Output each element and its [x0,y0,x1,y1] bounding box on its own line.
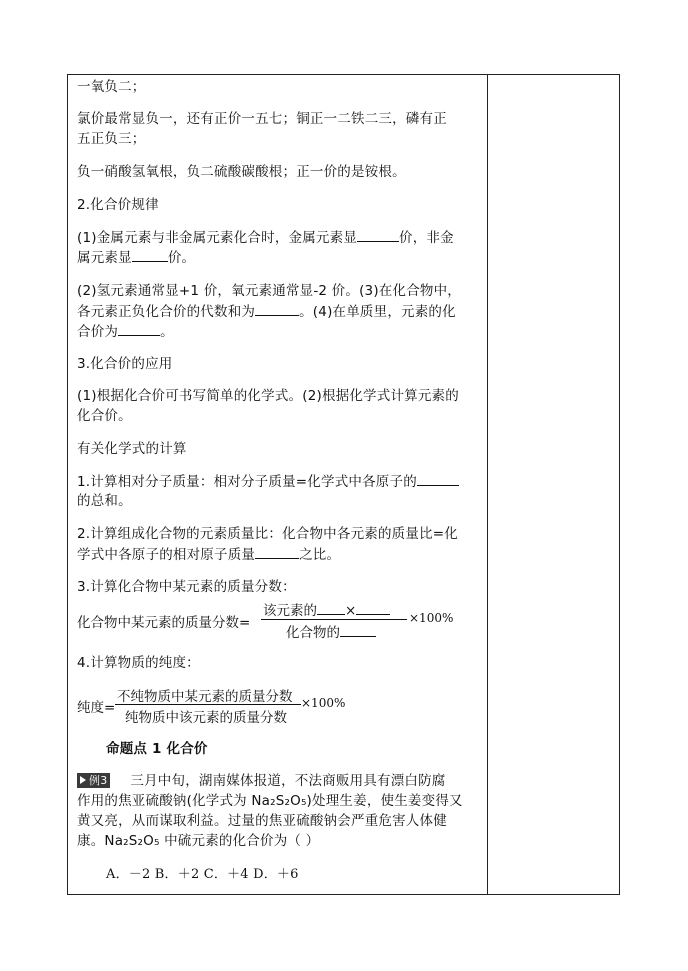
text-line [77,471,459,492]
fill-in-blank [255,301,299,316]
text-line [77,321,174,342]
fill-in-blank [317,602,345,615]
formula-numerator: 不纯物质中某元素的质量分数 [117,689,293,705]
text-line [77,227,454,248]
example-line: 作用的焦亚硫酸钠(化学式为 Na₂S₂O₅)处理生姜，使生姜变得又 [77,793,463,809]
text-line: 化合价。 [77,408,132,424]
fraction-bar [261,619,407,620]
play-triangle-icon [80,776,86,784]
text-line: 4.计算物质的纯度： [77,655,200,671]
text-fragment: 合价为 [77,324,119,340]
fill-in-blank [118,321,160,336]
text-fragment: 之比。 [299,547,341,563]
text-line: 的总和。 [77,493,132,509]
example-line [77,771,446,791]
formula-lhs: 纯度= [77,700,116,716]
text-fragment: 价。 [167,250,196,266]
text-fragment: 各元素正负化合价的代数和为 [77,304,256,320]
example-badge [77,773,110,788]
column-divider [487,75,488,894]
example-text: 三月中旬，湖南媒体报道，不法商贩用具有漂白防腐 [130,773,446,789]
text-fragment: 。 [160,324,174,340]
example-line: 康。Na₂S₂O₅ 中硫元素的化合价为（ ） [77,833,320,849]
percent-factor: ×100% [301,696,346,710]
numerator-text: 该元素的 [263,603,317,619]
text-line: 3.计算化合物中某元素的质量分数： [77,579,296,595]
text-line: 负一硝酸氢氧根，负二硫酸碳酸根；正一价的是铵根。 [77,164,406,180]
text-line [77,544,340,565]
example-badge-label: 例3 [89,774,108,787]
text-fragment: 。(4)在单质里，元素的化 [299,304,456,320]
percent-factor: ×100% [409,611,454,625]
text-line: 五正负三； [77,131,146,147]
answer-options: A．－2 B．＋2 C．＋4 D．＋6 [106,867,299,882]
fill-in-blank [340,624,376,637]
text-fragment: 属元素显 [77,250,132,266]
fill-in-blank [356,602,390,615]
subheading: 3.化合价的应用 [77,356,173,372]
text-line: (2)氢元素通常显+1 价，氧元素通常显-2 价。(3)在化合物中， [77,283,461,299]
text-line: 氯价最常显负一，还有正价一五七；铜正一二铁二三，磷有正 [77,111,447,127]
formula-numerator [263,599,390,619]
fill-in-blank [357,227,399,242]
text-fragment: (1)金属元素与非金属元素化合时，金属元素显 [77,230,358,246]
section-title: 有关化学式的计算 [77,441,187,457]
text-line [77,301,456,322]
text-fragment: 价，非金 [399,230,454,246]
text-fragment: 学式中各原子的相对原子质量 [77,547,256,563]
formula-lhs: 化合物中某元素的质量分数= [77,615,251,631]
purity-formula [77,685,481,729]
mass-fraction-formula [77,599,481,643]
formula-denominator [286,621,376,641]
text-line: 一氧负二； [77,79,146,95]
fill-in-blank [132,247,168,262]
denominator-text: 化合物的 [286,625,340,641]
formula-denominator: 纯物质中该元素的质量分数 [125,710,287,726]
fraction-bar [115,704,301,705]
subheading: 2.化合价规律 [77,197,159,213]
text-line [77,247,195,268]
text-line: (1)根据化合价可书写简单的化学式。(2)根据化学式计算元素的 [77,388,459,404]
text-line: 2.计算组成化合物的元素质量比：化合物中各元素的质量比=化 [77,526,458,542]
fill-in-blank [255,544,299,559]
text-fragment: 1.计算相对分子质量：相对分子质量=化学式中各原子的 [77,474,417,490]
content-table [67,74,620,895]
times-sign: × [345,603,357,619]
section-heading: 命题点 1 化合价 [106,741,208,757]
fill-in-blank [417,471,459,486]
example-line: 黄又亮，从而谋取利益。过量的焦亚硫酸钠会严重危害人体健 [77,813,447,829]
